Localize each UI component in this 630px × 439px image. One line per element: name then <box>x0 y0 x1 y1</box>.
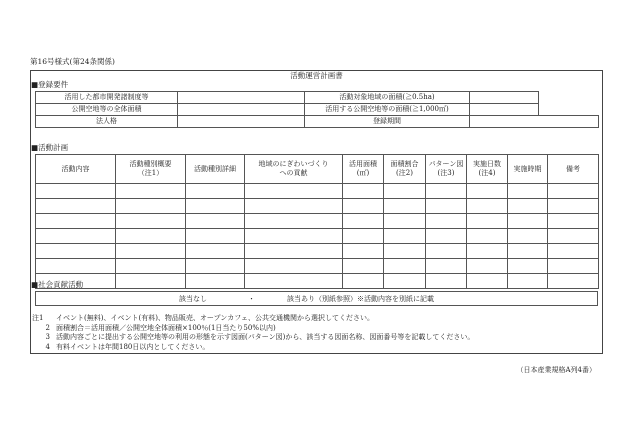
activity-cell[interactable] <box>245 214 343 229</box>
activity-cell[interactable] <box>186 184 245 199</box>
activity-cell[interactable] <box>116 229 186 244</box>
column-header: パターン図 (注3) <box>426 155 467 184</box>
column-header: 活用面積 (㎡) <box>343 155 384 184</box>
registration-value-cell[interactable] <box>470 104 539 116</box>
activity-cell[interactable] <box>343 184 384 199</box>
note-number: 3 <box>45 333 50 342</box>
activity-cell[interactable] <box>186 229 245 244</box>
registration-value-cell[interactable] <box>178 92 305 104</box>
note-number: 4 <box>45 342 50 351</box>
activity-cell[interactable] <box>384 214 426 229</box>
activity-cell[interactable] <box>467 274 508 289</box>
note-item <box>32 324 602 332</box>
option-separator: ・ <box>248 295 255 303</box>
note-number: 注1 <box>32 314 44 322</box>
paper-size-label: （日本産業規格A列4番） <box>516 366 596 374</box>
activity-cell[interactable] <box>245 184 343 199</box>
activity-cell[interactable] <box>186 274 245 289</box>
registration-heading: ■登録要件 <box>31 80 69 89</box>
registration-label: 登録期間 <box>305 116 470 128</box>
table-row <box>36 259 599 274</box>
activity-cell[interactable] <box>116 199 186 214</box>
activity-cell[interactable] <box>426 199 467 214</box>
column-header: 実施時期 <box>508 155 548 184</box>
activity-cell[interactable] <box>116 259 186 274</box>
activity-cell[interactable] <box>186 259 245 274</box>
column-header: 実施日数 (注4) <box>467 155 508 184</box>
activity-cell[interactable] <box>467 184 508 199</box>
registration-label: 公開空地等の全体面積 <box>36 104 178 116</box>
activity-cell[interactable] <box>548 259 599 274</box>
activity-cell[interactable] <box>186 244 245 259</box>
registration-blank-cell <box>539 92 599 104</box>
activity-cell[interactable] <box>343 244 384 259</box>
activity-cell[interactable] <box>245 199 343 214</box>
activity-cell[interactable] <box>116 214 186 229</box>
activity-cell[interactable] <box>548 184 599 199</box>
activity-cell[interactable] <box>343 259 384 274</box>
registration-blank-cell <box>539 104 599 116</box>
activity-cell[interactable] <box>116 184 186 199</box>
table-header-row <box>36 155 599 184</box>
note-text: 有料イベントは年間180日以内としてください。 <box>56 342 210 351</box>
activity-cell[interactable] <box>508 244 548 259</box>
activity-cell[interactable] <box>245 259 343 274</box>
table-row <box>36 199 599 214</box>
social-contribution-box <box>35 291 598 306</box>
note-text: 面積割合＝活用面積／公開空地全体面積×100％(1日当たり50%以内) <box>56 323 276 332</box>
note-item <box>32 343 602 351</box>
activity-cell[interactable] <box>467 244 508 259</box>
activity-cell[interactable] <box>467 259 508 274</box>
activity-cell[interactable] <box>384 259 426 274</box>
column-header: 活動内容 <box>36 155 116 184</box>
activity-cell[interactable] <box>116 244 186 259</box>
table-row <box>36 116 599 128</box>
option-applicable[interactable]: 該当あり（別紙参照）※活動内容を別紙に記載 <box>287 295 434 303</box>
note-item <box>32 314 602 322</box>
activity-cell[interactable] <box>548 199 599 214</box>
activity-cell[interactable] <box>343 199 384 214</box>
social-contribution-heading: ■社会貢献活動 <box>31 280 84 289</box>
table-row <box>36 92 599 104</box>
activity-cell[interactable] <box>186 199 245 214</box>
activity-cell[interactable] <box>384 229 426 244</box>
activity-plan-heading: ■活動計画 <box>31 143 69 152</box>
activity-cell[interactable] <box>548 214 599 229</box>
activity-cell[interactable] <box>548 244 599 259</box>
activity-cell[interactable] <box>548 274 599 289</box>
activity-cell[interactable] <box>36 214 116 229</box>
note-item <box>32 333 602 341</box>
activity-cell[interactable] <box>467 214 508 229</box>
activity-cell[interactable] <box>186 214 245 229</box>
activity-cell[interactable] <box>36 259 116 274</box>
activity-cell[interactable] <box>426 229 467 244</box>
activity-cell[interactable] <box>245 229 343 244</box>
activity-cell[interactable] <box>426 214 467 229</box>
activity-cell[interactable] <box>36 184 116 199</box>
activity-cell[interactable] <box>384 274 426 289</box>
activity-cell[interactable] <box>36 244 116 259</box>
note-text: イベント(無料)、イベント(有料)、物品販売、オープンカフェ、公共交通機関から選択してください。 <box>56 314 374 322</box>
registration-value-cell[interactable] <box>178 104 305 116</box>
table-row <box>36 274 599 289</box>
registration-value-cell[interactable] <box>470 116 599 128</box>
activity-cell[interactable] <box>245 274 343 289</box>
activity-cell[interactable] <box>508 274 548 289</box>
activity-cell[interactable] <box>426 259 467 274</box>
activity-plan-table <box>35 154 599 289</box>
activity-cell[interactable] <box>36 229 116 244</box>
column-header: 活動種別概要 （注1） <box>116 155 186 184</box>
activity-cell[interactable] <box>426 244 467 259</box>
activity-cell[interactable] <box>426 274 467 289</box>
table-row <box>36 184 599 199</box>
activity-cell[interactable] <box>467 199 508 214</box>
registration-table <box>35 91 599 128</box>
activity-cell[interactable] <box>343 214 384 229</box>
registration-label: 活動対象地域の面積(≧0.5ha) <box>305 92 470 104</box>
activity-cell[interactable] <box>343 229 384 244</box>
notes-list <box>32 314 602 353</box>
activity-cell[interactable] <box>508 214 548 229</box>
activity-cell[interactable] <box>384 244 426 259</box>
activity-cell[interactable] <box>384 199 426 214</box>
table-row <box>36 244 599 259</box>
activity-cell[interactable] <box>467 229 508 244</box>
registration-value-cell[interactable] <box>470 92 539 104</box>
table-row <box>36 229 599 244</box>
form-number-label: 第16号様式(第24条関係) <box>30 57 115 66</box>
registration-value-cell[interactable] <box>178 116 305 128</box>
activity-cell[interactable] <box>548 229 599 244</box>
activity-cell[interactable] <box>384 184 426 199</box>
registration-label: 法人格 <box>36 116 178 128</box>
note-text: 活動内容ごとに提出する公開空地等の利用の形態を示す図面(パターン図)から、該当する図面名称、図面番号等を記載してください。 <box>56 333 475 342</box>
activity-cell[interactable] <box>36 199 116 214</box>
column-header: 面積割合 (注2) <box>384 155 426 184</box>
activity-cell[interactable] <box>508 259 548 274</box>
column-header: 備考 <box>548 155 599 184</box>
activity-cell[interactable] <box>116 274 186 289</box>
activity-cell[interactable] <box>245 244 343 259</box>
table-row <box>36 104 599 116</box>
table-row <box>36 214 599 229</box>
registration-label: 活用した都市開発諸制度等 <box>36 92 178 104</box>
note-number: 2 <box>45 323 50 332</box>
registration-label: 活用する公開空地等の面積(≧1,000㎡) <box>305 104 470 116</box>
column-header: 地域のにぎわいづくり への貢献 <box>245 155 343 184</box>
column-header: 活動種別詳細 <box>186 155 245 184</box>
activity-cell[interactable] <box>508 199 548 214</box>
activity-cell[interactable] <box>343 274 384 289</box>
activity-cell[interactable] <box>426 184 467 199</box>
activity-cell[interactable] <box>508 184 548 199</box>
activity-cell[interactable] <box>508 229 548 244</box>
document-title: 活動運営計画書 <box>290 71 343 80</box>
option-not-applicable[interactable]: 該当なし <box>179 295 207 303</box>
